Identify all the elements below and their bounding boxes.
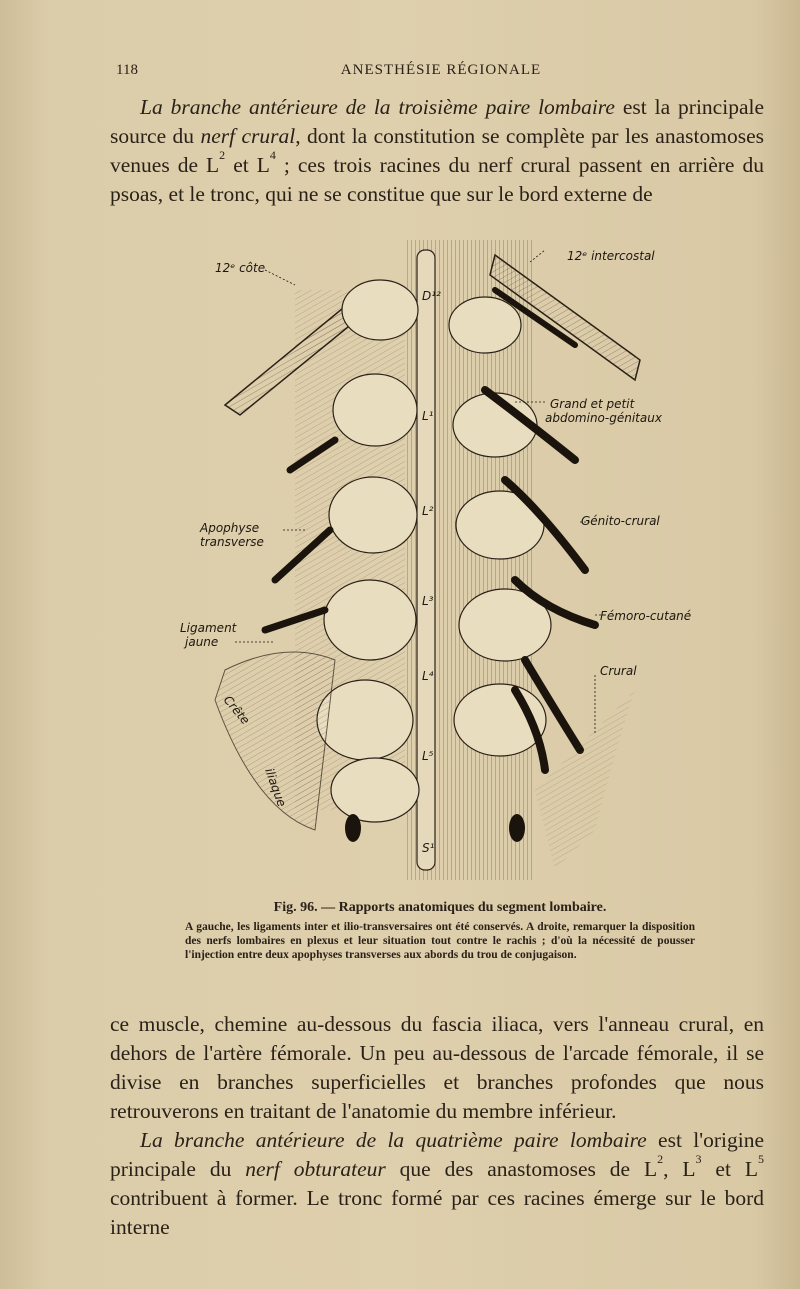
paragraph-continuation: ce muscle, chemine au-dessous du fascia iliaca, vers l'anneau crural, en dehors de l'artère fémorale. Un peu au-dessous de l'arcade fémorale, il se divise en branches superficielles et branches profondes que nous retrouverons en traitant de l'anatomie du membre inférieur. bbox=[110, 1012, 764, 1123]
label-d12: D¹² bbox=[422, 289, 441, 303]
label-l5: L⁵ bbox=[422, 749, 434, 763]
label-genito-crural: Génito-crural bbox=[581, 514, 660, 528]
label-iliaque: iliaque bbox=[262, 766, 290, 809]
anatomical-figure bbox=[180, 230, 692, 890]
nerve-name-obturateur: nerf obturateur bbox=[245, 1157, 386, 1181]
label-apophyse-1: Apophyse bbox=[200, 521, 260, 535]
text-segment: et L bbox=[701, 1157, 758, 1181]
label-grand-petit-2: abdomino-génitaux bbox=[545, 411, 662, 425]
text-segment: que des anastomoses de L bbox=[385, 1157, 658, 1181]
page-header bbox=[116, 62, 766, 86]
text-segment: contribuent à former. Le tronc formé par ces racines émerge sur le bord interne bbox=[110, 1186, 764, 1239]
right-iliac-region bbox=[535, 690, 635, 870]
label-l2: L² bbox=[422, 504, 434, 518]
page-number: 118 bbox=[116, 62, 138, 78]
label-s1: S¹ bbox=[422, 841, 435, 855]
label-femoro-cutane: Fémoro-cutané bbox=[600, 609, 692, 623]
spinous-processes bbox=[417, 250, 435, 870]
lead-italic-l3: La branche antérieure de la troisième paire lombaire bbox=[140, 95, 615, 119]
label-apophyse-2: transverse bbox=[200, 535, 264, 549]
bottom-paragraph bbox=[110, 1010, 764, 1242]
figure-caption bbox=[185, 900, 695, 962]
label-crural: Crural bbox=[600, 664, 637, 678]
nerve-name-crural: nerf crural bbox=[200, 124, 296, 148]
text-segment: ; ces trois racines du nerf crural passent en arrière du psoas, et le tronc, qui ne se constitue que sur le bord externe de bbox=[110, 153, 764, 206]
lead-italic-l4: La branche antérieure de la quatrième paire lombaire bbox=[140, 1128, 647, 1152]
label-grand-petit-1: Grand et petit bbox=[550, 397, 635, 411]
spine-illustration bbox=[180, 230, 692, 890]
running-head: ANESTHÉSIE RÉGIONALE bbox=[340, 62, 542, 78]
label-crete: Crête bbox=[220, 692, 253, 728]
top-paragraph bbox=[110, 93, 764, 209]
text-segment: est l'origine principale du bbox=[110, 1128, 764, 1181]
text-segment: , dont la constitution se complète par les anastomoses venues de L bbox=[110, 124, 764, 177]
label-12th-rib: 12ᵉ côte bbox=[215, 261, 266, 275]
superscript: 3 bbox=[695, 1152, 702, 1166]
sacral-foramen-left bbox=[345, 814, 361, 842]
label-l1: L¹ bbox=[422, 409, 434, 423]
label-l4: L⁴ bbox=[422, 669, 434, 683]
label-l3: L³ bbox=[422, 594, 434, 608]
text-segment: , L bbox=[663, 1157, 696, 1181]
label-ligament-2: jaune bbox=[185, 635, 219, 649]
caption-body: A gauche, les ligaments inter et ilio-transversaires ont été conservés. A droite, remarquer la disposition des nerfs lombaires en plexus et leur situation tout contre le rachis ; d'où la nécessité de pousser l'injection entre deux apophyses transverses aux abords du trou de conjugaison. bbox=[185, 921, 695, 961]
superscript: 2 bbox=[657, 1152, 664, 1166]
text-segment: et L bbox=[225, 153, 270, 177]
label-12th-intercostal: 12ᵉ intercostal bbox=[567, 249, 655, 263]
superscript: 4 bbox=[269, 148, 276, 162]
superscript: 5 bbox=[758, 1152, 764, 1166]
superscript: 2 bbox=[219, 148, 226, 162]
label-ligament-1: Ligament bbox=[180, 621, 237, 635]
text-segment: est la principale source du bbox=[110, 95, 764, 148]
paragraph-l4 bbox=[110, 1126, 764, 1242]
caption-title: Fig. 96. — Rapports anatomiques du segment lombaire. bbox=[273, 900, 607, 915]
sacral-foramen-right bbox=[509, 814, 525, 842]
